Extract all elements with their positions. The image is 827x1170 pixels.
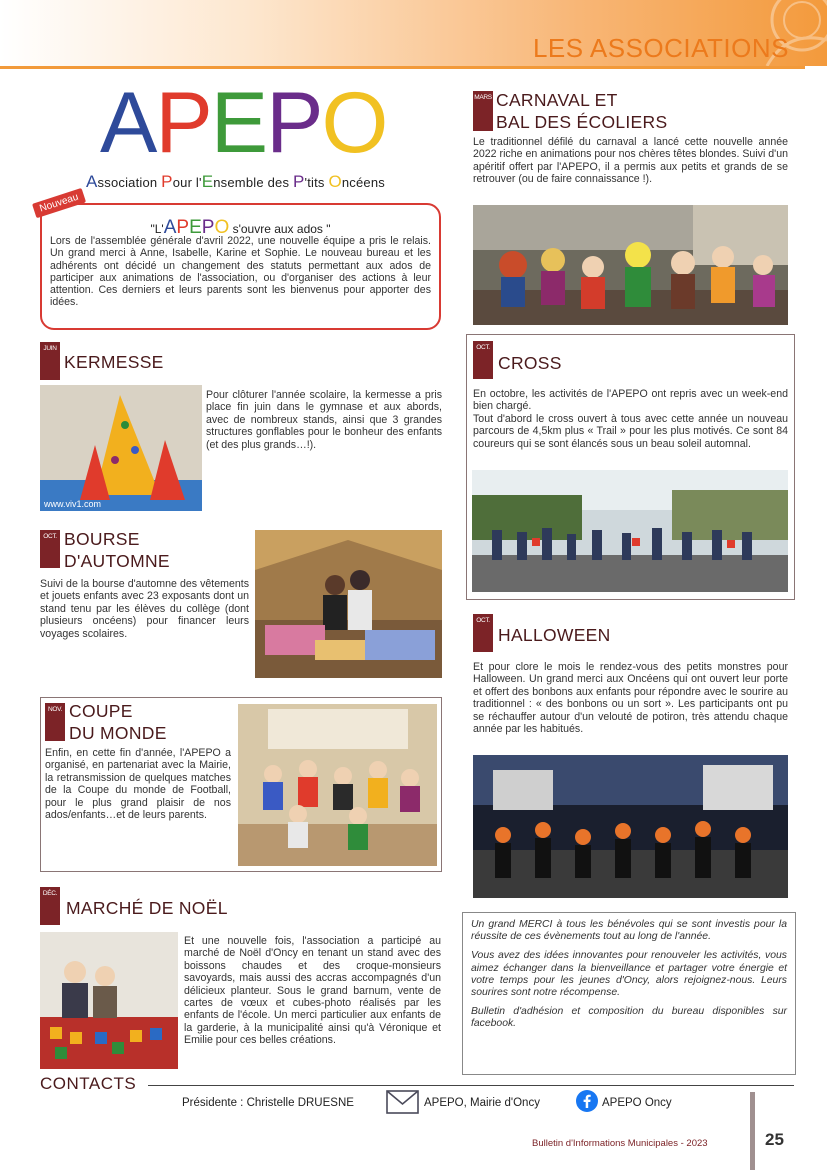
halloween-body: Et pour clore le mois le rendez-vous des petits monstres pour Halloween. Un grand merci aux Oncéens qui ont ouvert leur porte et offert des bonbons aux enfants pour répondre avec le sourire au traditionnel : « des bonbons ou un sort ». Les participants ont pu se réchauffer autour d'un velouté de potiron, très attendu chaque année par les habitués.	[473, 661, 788, 736]
contacts-rule	[148, 1085, 794, 1086]
envelope-icon	[386, 1090, 419, 1114]
month-tag-carnaval: MARS	[473, 91, 493, 131]
month-tag-cross: OCT.	[473, 341, 493, 379]
logo-letter: O	[321, 75, 387, 171]
month-tag-halloween: OCT.	[473, 614, 493, 652]
nouveau-logo-letter: E	[189, 217, 202, 238]
logo-letter: P	[155, 75, 211, 171]
nouveau-box	[40, 203, 441, 330]
coupe-title: COUPE DU MONDE	[69, 701, 167, 743]
logo-letter: A	[100, 75, 156, 171]
logo-subtitle-initial: E	[201, 172, 214, 191]
nouveau-logo-letter: A	[163, 217, 177, 238]
nouveau-logo-letter: P	[201, 217, 215, 238]
noel-body: Et une nouvelle fois, l'association a participé au marché de Noël d'Oncy en tenant un stand avec des boissons chaudes et des croque-monsieurs savoyards, mais aussi des accras accompagnés d'un délicieux planteur. Sous le grand barnum, vente de cartes de vœux et cubes-photo réalisés par les enfants de l'école. Un merci particulier aux enfants de la garderie, à la municipalité ainsi qu'à Véronique et Emilie pour ces belles créations.	[184, 935, 441, 1047]
nouveau-logo-letter: P	[176, 217, 190, 238]
halloween-photo	[473, 755, 788, 898]
logo-subtitle-initial: P	[161, 172, 173, 191]
logo-subtitle	[86, 172, 385, 192]
contact-facebook[interactable]: APEPO Oncy	[602, 1097, 672, 1109]
logo-subtitle-word: our l'	[172, 175, 202, 190]
cross-title: CROSS	[498, 353, 562, 373]
month-tag-coupe: NOV.	[45, 703, 65, 741]
page-bar	[750, 1092, 755, 1170]
coupe-body: Enfin, en cette fin d'année, l'APEPO a organisé, en partenariat avec la Mairie, la retransmission de quelques matches de la Coupe du monde de Football, pour le plus grand plaisir de nos ados/enfants…et de leurs parents.	[45, 747, 231, 822]
section-divider	[0, 66, 805, 69]
noel-title: MARCHÉ DE NOËL	[66, 898, 228, 918]
kermesse-photo-watermark: www.viv1.com	[44, 499, 102, 509]
nouveau-title: "L'APEPO s'ouvre aux ados "	[150, 217, 331, 238]
merci-p2: Vous avez des idées innovantes pour renouveler les activités, vous aimez échanger dans la bienveillance et partager votre énergie et votre temps pour les jeunes d'Oncy, alors rejoignez-nous. Leurs sourires sont notre récompense.	[471, 950, 787, 999]
logo-subtitle-initial: P	[292, 172, 305, 191]
apepo-logo	[100, 75, 400, 171]
cross-photo	[472, 470, 788, 592]
nouveau-logo-letter: O	[214, 217, 230, 238]
nouveau-body: Lors de l'assemblée générale d'avril 2022, une nouvelle équipe a pris le relais. Un grand merci à Anne, Isabelle, Karine et Sophie. Le nouveau bureau et les adhérents ont décidé un changement des statuts permettant aux ados de participer aux animations de l'association, ou d'organiser des actions à leur attention. Ces derniers et leurs parents sont les bienvenus pour apporter des idées.	[50, 235, 431, 309]
nouveau-title-logo	[164, 217, 230, 238]
month-tag-kermesse: JUIN	[40, 342, 60, 380]
halloween-title: HALLOWEEN	[498, 625, 611, 645]
merci-box	[462, 912, 796, 1075]
logo-subtitle-word: ncéens	[341, 175, 385, 190]
kermesse-body: Pour clôturer l'année scolaire, la kermesse a pris place fin juin dans le gymnase et aux abords, avec de nombreux stands, ainsi que 3 grandes structures gonflables pour le bonheur des enfants (et des plus grands…!).	[206, 389, 442, 451]
logo-subtitle-initial: O	[328, 172, 342, 191]
logo-subtitle-word: 'tits	[304, 175, 329, 190]
kermesse-photo	[40, 385, 202, 511]
logo-subtitle-word: ssociation	[97, 175, 162, 190]
footer-bulletin: Bulletin d'Informations Municipales - 2023	[532, 1138, 708, 1149]
merci-p3: Bulletin d'adhésion et composition du bureau disponibles sur facebook.	[471, 1006, 787, 1030]
cross-body: En octobre, les activités de l'APEPO ont repris avec un week-end bien chargé. Tout d'abord le cross ouvert à tous avec cette année un nouveau parcours de 4,5km plus « Trail » pour les plus motivés. Ce sont 84 coureurs qui se sont élancés sous un beau soleil automnal.	[473, 388, 788, 450]
logo-letter: P	[266, 75, 322, 171]
month-tag-noel: DÉC.	[40, 887, 60, 925]
carnaval-title: CARNAVAL ET BAL DES ÉCOLIERS	[496, 90, 668, 132]
page-number: 25	[765, 1130, 784, 1149]
facebook-icon[interactable]	[576, 1090, 598, 1112]
bourse-body: Suivi de la bourse d'automne des vêtements et jouets enfants avec 23 exposants dont un stand tenu par les élèves du collège (dont plusieurs oncéens) pour financer leurs voyages scolaires.	[40, 578, 249, 640]
nouveau-badge: Nouveau	[32, 188, 86, 218]
carnaval-photo	[473, 205, 788, 325]
section-title: LES ASSOCIATIONS	[532, 33, 789, 63]
bourse-photo	[255, 530, 442, 678]
bourse-title: BOURSE D'AUTOMNE	[64, 529, 170, 571]
logo-letter: E	[210, 75, 267, 171]
coupe-photo	[238, 704, 437, 866]
contact-president: Présidente : Christelle DRUESNE	[182, 1097, 354, 1109]
kermesse-title: KERMESSE	[64, 352, 164, 372]
contacts-title: CONTACTS	[40, 1074, 137, 1093]
carnaval-body: Le traditionnel défilé du carnaval a lancé cette nouvelle année 2022 riche en animations pour nos chères têtes blondes. Suivi d'un apéritif offert par l'APEPO, il a permis aux petits et grands de se retrouver (ou de faire connaissance !).	[473, 136, 788, 186]
noel-photo	[40, 932, 178, 1069]
month-tag-bourse: OCT.	[40, 530, 60, 568]
merci-p1: Un grand MERCI à tous les bénévoles qui se sont investis pour la réussite de ces évènements tout au long de l'année.	[471, 919, 787, 943]
logo-subtitle-word: nsemble des	[213, 175, 293, 190]
contact-mail: APEPO, Mairie d'Oncy	[424, 1097, 540, 1109]
logo-subtitle-initial: A	[86, 172, 98, 191]
